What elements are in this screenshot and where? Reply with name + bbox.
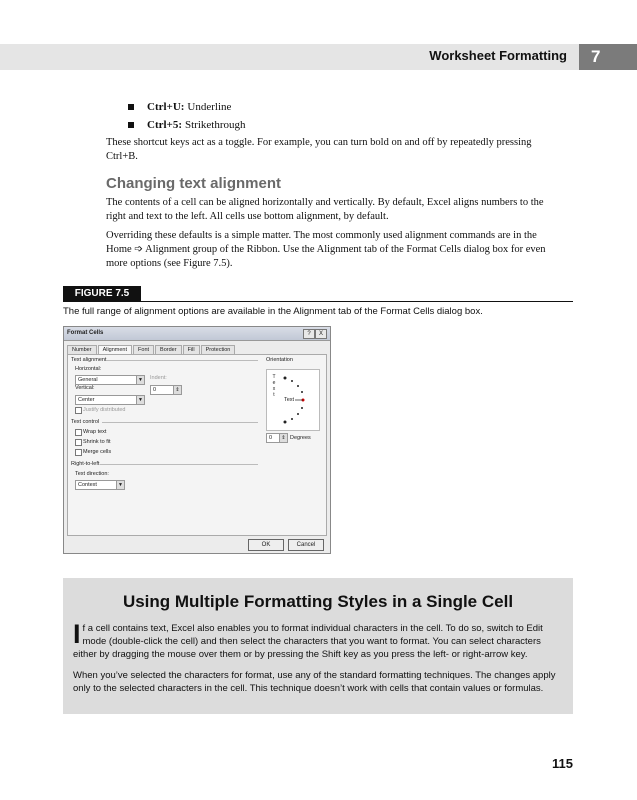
bullet-icon xyxy=(128,122,134,128)
shortcut-list xyxy=(128,98,245,134)
merge-label: Merge cells xyxy=(83,449,112,455)
rtl-label: Right-to-left xyxy=(71,461,100,467)
ok-button[interactable]: OK xyxy=(248,539,284,551)
sidebar-paragraph-1-text: f a cell contains text, Excel also enables you to format individual characters in the cell. To do so, switch to Edit mode (double-click the cell) and then select the characters that you want to format. You can select characters either by dragging the mouse over them or by pressing the Shift key as you press the left- or right-arrow key. xyxy=(73,623,543,660)
chapter-number: 7 xyxy=(579,44,637,70)
orientation-label: Orientation xyxy=(266,357,293,363)
tab-protection[interactable]: Protection xyxy=(201,345,236,354)
format-cells-dialog xyxy=(63,326,331,554)
group-rule xyxy=(106,360,258,361)
spin-icon: ⇕ xyxy=(279,434,287,442)
toggle-paragraph: These shortcut keys act as a toggle. For example, you can turn bold on and off by repeatedly pressing Ctrl+B. xyxy=(106,137,532,162)
tab-alignment[interactable]: Alignment xyxy=(98,345,132,354)
text-control-label: Text control xyxy=(71,419,100,425)
sidebar-paragraph-1 xyxy=(73,619,563,661)
horizontal-value: General xyxy=(78,377,98,383)
vertical-label: Vertical: xyxy=(75,385,95,391)
merge-checkbox[interactable] xyxy=(75,449,82,456)
tab-font[interactable]: Font xyxy=(133,345,154,354)
justify-checkbox[interactable] xyxy=(75,407,82,414)
alignment-paragraph-2: Overriding these defaults is a simple matter. The most commonly used alignment commands are in the Home ➩ Alignment group of the Ribbon. Use the Alignment tab of the Format Cells dialog box for even more options (see Figure 7.5). xyxy=(106,230,546,269)
shortcut-desc: Strikethrough xyxy=(184,119,246,131)
dialog-tabs xyxy=(67,345,236,354)
header-title: Worksheet Formatting xyxy=(429,48,567,63)
degrees-value: 0 xyxy=(269,435,273,441)
horizontal-label: Horizontal: xyxy=(75,366,102,372)
tab-fill[interactable]: Fill xyxy=(183,345,200,354)
direction-value: Context xyxy=(78,482,97,488)
dialog-titlebar xyxy=(64,327,330,341)
justify-label: Justify distributed xyxy=(83,407,126,413)
degrees-label: Degrees xyxy=(290,435,311,441)
shrink-checkbox[interactable] xyxy=(75,439,82,446)
alignment-paragraph-1: The contents of a cell can be aligned horizontally and vertically. By default, Excel aligns numbers to the right and text to the left. All cells use bottom alignment, by default. xyxy=(106,197,544,222)
horizontal-select[interactable] xyxy=(75,375,145,385)
tab-number[interactable]: Number xyxy=(67,345,97,354)
indent-label: Indent: xyxy=(150,375,167,381)
close-button[interactable]: X xyxy=(315,329,327,339)
text-alignment-label: Text alignment xyxy=(71,357,107,363)
shortcut-desc: Underline xyxy=(187,101,232,113)
chevron-down-icon: ▼ xyxy=(136,376,144,384)
indent-stepper[interactable] xyxy=(150,385,182,395)
group-rule xyxy=(100,464,258,465)
degrees-stepper[interactable] xyxy=(266,433,288,443)
running-header xyxy=(0,44,637,70)
list-item xyxy=(128,116,245,134)
alignment-panel xyxy=(67,354,327,536)
figure-tag: FIGURE 7.5 xyxy=(63,286,141,301)
page-number: 115 xyxy=(552,756,573,771)
vertical-value: Center xyxy=(78,397,95,403)
help-button[interactable]: ? xyxy=(303,329,315,339)
bullet-icon xyxy=(128,104,134,110)
indent-value: 0 xyxy=(153,387,157,393)
shortcut-key: Ctrl+5: xyxy=(147,119,182,131)
wrap-checkbox[interactable] xyxy=(75,429,82,436)
cancel-button[interactable]: Cancel xyxy=(288,539,324,551)
figure-caption: The full range of alignment options are available in the Alignment tab of the Format Cells dialog box. xyxy=(63,306,483,317)
chevron-down-icon: ▼ xyxy=(116,481,124,489)
drop-cap: I xyxy=(73,619,81,649)
orientation-dial[interactable] xyxy=(266,369,320,431)
section-heading: Changing text alignment xyxy=(106,175,282,192)
vertical-text-sample: T e x t xyxy=(272,374,276,398)
group-rule xyxy=(102,422,258,423)
orientation-text: Text xyxy=(284,397,295,403)
dialog-title: Format Cells xyxy=(67,330,104,336)
vertical-select[interactable] xyxy=(75,395,145,405)
direction-select[interactable] xyxy=(75,480,125,490)
sidebar-paragraph-2: When you’ve selected the characters for format, use any of the standard formatting techniques. The changes apply only to the selected characters in the cell. This technique doesn’t work with cells that contain values or formulas. xyxy=(73,670,556,694)
direction-label: Text direction: xyxy=(75,471,109,477)
sidebar-box xyxy=(63,578,573,714)
chevron-down-icon: ▼ xyxy=(136,396,144,404)
figure-rule xyxy=(63,301,573,302)
shrink-label: Shrink to fit xyxy=(83,439,111,445)
wrap-label: Wrap text xyxy=(83,429,107,435)
tab-border[interactable]: Border xyxy=(155,345,182,354)
list-item xyxy=(128,98,245,116)
spin-icon: ⇕ xyxy=(173,386,181,394)
sidebar-title: Using Multiple Formatting Styles in a Single Cell xyxy=(122,592,514,611)
shortcut-key: Ctrl+U: xyxy=(147,101,185,113)
